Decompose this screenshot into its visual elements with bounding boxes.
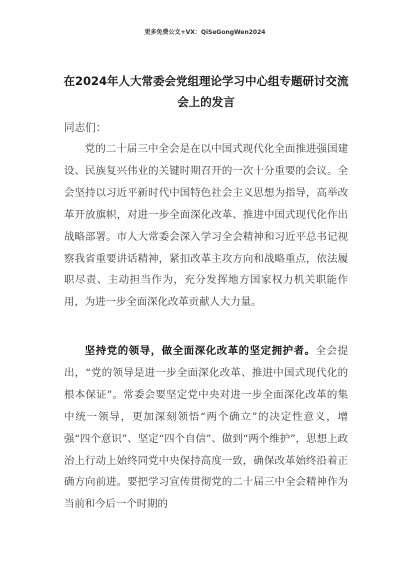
paragraph-text: 全会提出，“党的领导是进一步全面深化改革、推进中国式现代化的根本保证”。常委会要坚定党中央对进一步全面深化改革的集中统一领导，更加深刻领悟“两个确立”的决定性意义，增强“四个意识”、坚定“四个自信”、做到“两个维护”，思想上政治上行动上始终同党中央保持高度一致，确保改革始终沿着正确方向前进。要把学习宣传贯彻党的二十届三中全会精神作为当前和今后一个时期的	[64, 345, 348, 511]
salutation: 同志们：	[64, 122, 107, 134]
header-note: 更多免费公文+VX：QiSeGongWen2024	[144, 29, 266, 36]
paragraph-text: 党的二十届三中全会是在以中国式现代化全面推进强国建设、民族复兴伟业的关键时期召开的一次十分重要的会议。全会坚持以习近平新时代中国特色社会主义思想为指导，高举改革开放旗帜，对进一步全面深化改革、推进中国式现代化作出战略部署。市人大常委会深入学习全会精神和习近平总书记视察我省重要讲话精神，紧扣改革主攻方向和战略重点，依法履职尽责、主动担当作为，充分发挥地方国家权力机关职能作用，为进一步全面深化改革贡献人大力量。	[64, 143, 348, 309]
body-paragraph	[64, 139, 348, 314]
body-paragraph	[64, 341, 348, 516]
document-title: 在2024年人大常委会党组理论学习中心组专题研讨交流会上的发言	[63, 74, 349, 109]
paragraph-lead: 坚持党的领导，做全面深化改革的坚定拥护者。	[84, 345, 316, 357]
